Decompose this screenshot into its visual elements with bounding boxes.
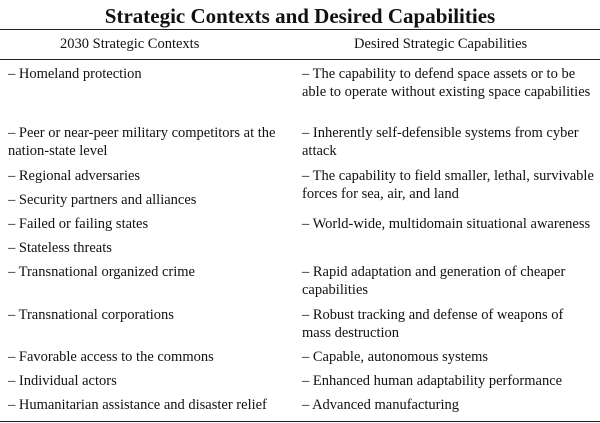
column-header-capabilities: Desired Strategic Capabilities [354, 36, 528, 52]
context-item: – Peer or near-peer military competitors at the nation-state level [8, 125, 276, 159]
capability-item: – Enhanced human adaptability performance [302, 373, 563, 389]
bottom-rule [0, 421, 600, 422]
capability-item: – The capability to defend space assets or to be able to operate without existing space capabilities [302, 66, 591, 100]
table-title: Strategic Contexts and Desired Capabilities [104, 4, 496, 28]
header-rule [0, 59, 600, 60]
context-item: – Homeland protection [8, 66, 142, 82]
context-item: – Favorable access to the commons [8, 349, 214, 365]
top-rule [0, 29, 600, 30]
context-item: – Security partners and alliances [8, 192, 197, 208]
capability-item: – Inherently self-defensible systems from cyber attack [302, 125, 579, 159]
context-item: – Failed or failing states [8, 216, 149, 232]
context-item: – Transnational corporations [8, 307, 174, 323]
capability-item: – Robust tracking and defense of weapons of mass destruction [302, 307, 564, 341]
context-item: – Transnational organized crime [8, 264, 195, 280]
context-item: – Individual actors [8, 373, 117, 389]
column-header-contexts: 2030 Strategic Contexts [60, 36, 200, 52]
context-item: – Stateless threats [8, 240, 112, 256]
capability-item: – Capable, autonomous systems [302, 349, 489, 365]
context-item: – Regional adversaries [8, 168, 141, 184]
context-item: – Humanitarian assistance and disaster relief [8, 397, 267, 413]
capability-item: – Advanced manufacturing [302, 397, 460, 413]
capability-item: – Rapid adaptation and generation of cheaper capabilities [302, 264, 566, 298]
capability-item: – The capability to field smaller, lethal, survivable forces for sea, air, and land [302, 168, 594, 202]
capability-item: – World-wide, multidomain situational awareness [302, 216, 591, 232]
